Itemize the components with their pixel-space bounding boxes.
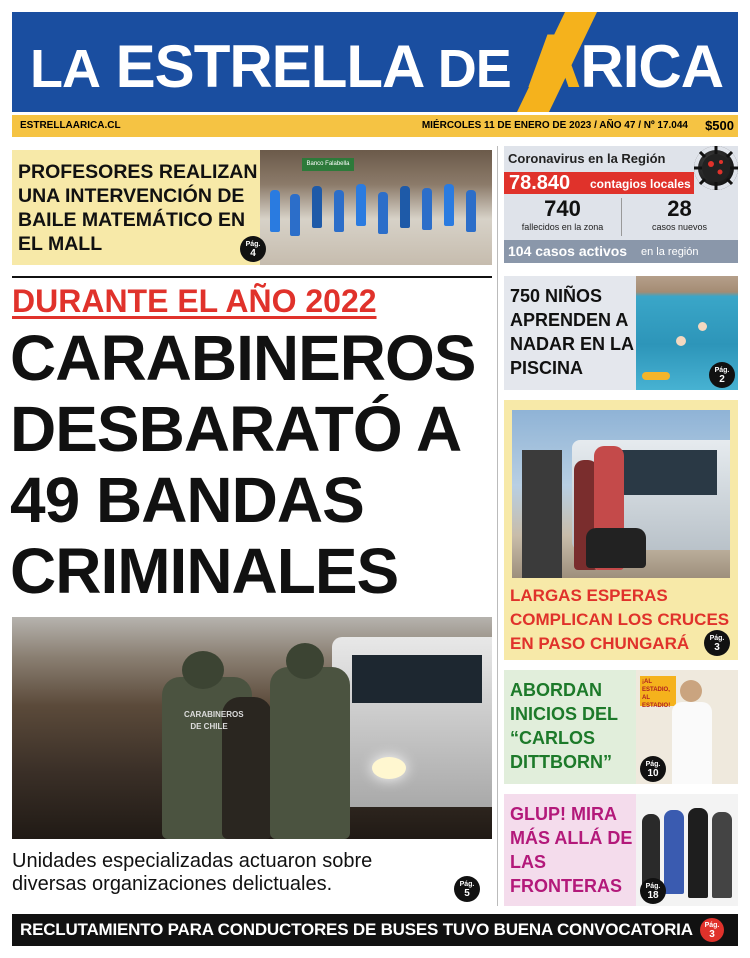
- covid-new-value: 28: [667, 196, 692, 221]
- teaser-dance-photo: [260, 150, 492, 265]
- covid-title: Coronavirus en la Región: [508, 151, 666, 166]
- teaser-chungara[interactable]: [504, 400, 738, 660]
- website-link[interactable]: ESTRELLAARICA.CL: [20, 120, 121, 131]
- main-caption: Unidades especializadas actuaron sobre diversas organizaciones delictuales.: [12, 850, 373, 895]
- logo-de: DE: [437, 39, 511, 99]
- teaser-dittborn[interactable]: [504, 670, 738, 784]
- covid-deaths-label: fallecidos en la zona: [521, 222, 604, 232]
- float: [642, 372, 670, 380]
- dancer: [290, 194, 300, 236]
- covid-deaths-value: 740: [544, 196, 581, 221]
- main-photo[interactable]: [12, 617, 492, 839]
- teaser-dittborn-headline: ABORDAN INICIOS DEL “CARLOS DITTBORN”: [510, 680, 618, 772]
- dateline-bar: [12, 115, 738, 137]
- page-badge[interactable]: Pág. 3: [704, 630, 730, 656]
- bank-sign: Banco Falabella: [302, 158, 354, 171]
- bus-door: [522, 450, 562, 578]
- covid-box: [504, 146, 738, 263]
- masthead: [12, 12, 738, 112]
- headline-line: CRIMINALES: [10, 535, 399, 607]
- logo-la: LA: [30, 39, 100, 99]
- headline-line: DESBARATÓ A: [10, 393, 462, 465]
- covid-active-value: 104 casos activos: [508, 243, 628, 259]
- covid-cases-band: [504, 172, 694, 194]
- teaser-glup[interactable]: [504, 794, 738, 906]
- page-badge[interactable]: Pág. 18: [640, 878, 666, 904]
- dancer: [312, 186, 322, 228]
- logo-a: A: [526, 19, 581, 104]
- page-badge[interactable]: Pág. 4: [240, 236, 266, 262]
- dancer: [466, 190, 476, 232]
- virus-icon: [694, 146, 738, 190]
- man-body: [672, 702, 712, 784]
- swimmer: [676, 336, 686, 346]
- covid-active-bar: [504, 240, 738, 263]
- issue-date: MIÉRCOLES 11 DE ENERO DE 2023 / AÑO 47 / Nº 17.044: [421, 120, 688, 131]
- teaser-dance-headline: PROFESORES REALIZAN UNA INTERVENCIÓN DE BAILE MATEMÁTICO EN EL MALL: [18, 161, 258, 255]
- dancer: [378, 192, 388, 234]
- page-badge[interactable]: Pág. 5: [454, 876, 480, 902]
- swimmer: [698, 322, 707, 331]
- officer: [270, 667, 350, 839]
- teaser-pool-headline: 750 NIÑOS APRENDEN A NADAR EN LA PISCINA: [510, 286, 634, 378]
- band-member: [688, 808, 708, 898]
- main-headline[interactable]: [10, 323, 496, 607]
- teaser-chungara-headline: LARGAS ESPERAS COMPLICAN LOS CRUCES EN PASO CHUNGARÁ: [510, 586, 730, 653]
- headline-line: 49 BANDAS: [10, 464, 364, 536]
- bus-photo: [512, 410, 730, 578]
- man-head: [680, 680, 702, 702]
- covid-active-label: en la región: [641, 246, 699, 258]
- logo-rica: RICA: [580, 33, 724, 100]
- vest-label: CARABINEROS DE CHILE: [184, 710, 244, 731]
- dancer: [334, 190, 344, 232]
- covid-new-cases: [621, 196, 738, 232]
- dancer: [444, 184, 454, 226]
- bag: [586, 528, 646, 568]
- dancer: [422, 188, 432, 230]
- helmet: [286, 643, 324, 679]
- dancer: [270, 190, 280, 232]
- bottom-banner-headline: RECLUTAMIENTO PARA CONDUCTORES DE BUSES TUVO BUENA CONVOCATORIA: [20, 920, 693, 939]
- teaser-dance[interactable]: [12, 150, 492, 265]
- price: $500: [705, 118, 734, 133]
- logo-estrella: ESTRELLA: [115, 33, 423, 100]
- page-badge[interactable]: Pág. 2: [709, 362, 735, 388]
- van-headlight: [372, 757, 406, 779]
- page-badge[interactable]: Pág. 10: [640, 756, 666, 782]
- dancer: [400, 186, 410, 228]
- dancer: [356, 184, 366, 226]
- teaser-glup-headline: GLUP! MIRA MÁS ALLÁ DE LAS FRONTERAS: [510, 804, 633, 896]
- band-member: [712, 812, 732, 898]
- helmet: [182, 651, 224, 689]
- main-rule: [12, 276, 492, 278]
- main-kicker[interactable]: DURANTE EL AÑO 2022: [12, 283, 377, 319]
- covid-total-label: contagios locales: [590, 177, 691, 191]
- newspaper-logo[interactable]: [30, 19, 724, 104]
- teaser-pool[interactable]: [504, 276, 738, 390]
- headline-line: CARABINEROS: [10, 322, 476, 394]
- covid-total-cases: 78.840: [509, 172, 571, 194]
- page-badge[interactable]: Pág. 3: [700, 918, 724, 942]
- covid-new-label: casos nuevos: [651, 222, 708, 232]
- covid-deaths: [504, 196, 621, 232]
- band-member: [664, 810, 684, 894]
- van-window: [352, 655, 482, 703]
- book-cover: ¡AL ESTADIO, AL ESTADIO!: [640, 676, 676, 706]
- bottom-banner[interactable]: [12, 914, 738, 946]
- column-divider: [497, 146, 498, 906]
